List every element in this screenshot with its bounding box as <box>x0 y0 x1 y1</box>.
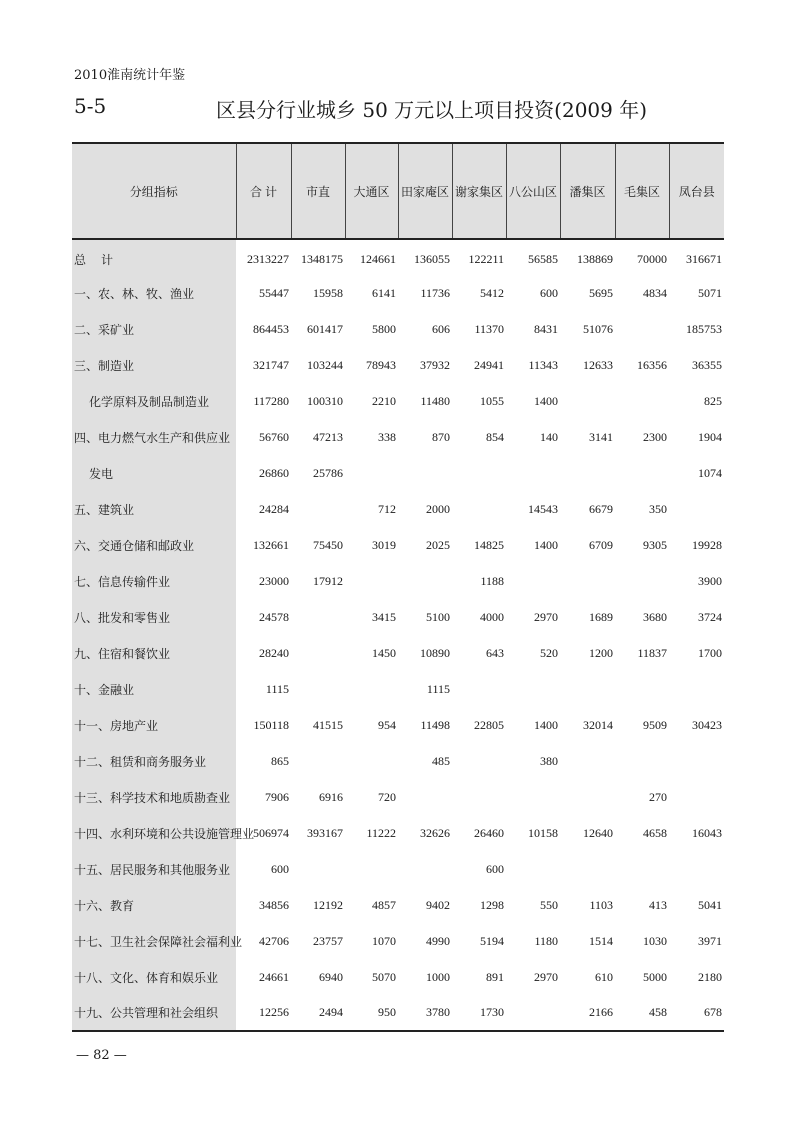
table-cell: 2313227 <box>247 252 289 266</box>
table-row <box>72 779 724 815</box>
table-cell: 11480 <box>420 393 450 408</box>
table-cell: 5041 <box>698 897 722 912</box>
table-cell <box>345 851 398 887</box>
table-cell: 1188 <box>480 573 504 588</box>
table-cell: 1400 <box>534 717 558 732</box>
table-cell <box>615 743 669 779</box>
table-cell: 23000 <box>259 573 289 588</box>
row-label: 一、农、林、牧、渔业 <box>72 275 236 311</box>
table-cell: 56760 <box>259 429 289 444</box>
table-cell <box>560 851 615 887</box>
table-cell: 11736 <box>420 285 450 300</box>
table-cell: 865 <box>271 753 289 768</box>
table-cell <box>345 563 398 599</box>
table-cell: 34856 <box>259 897 289 912</box>
table-cell: 380 <box>540 753 558 768</box>
table-cell: 5070 <box>372 969 396 984</box>
table-row <box>72 635 724 671</box>
table-row <box>72 923 724 959</box>
table-cell: 485 <box>432 753 450 768</box>
table-cell: 5194 <box>480 933 504 948</box>
table-cell: 316671 <box>686 252 722 266</box>
table-cell: 47213 <box>313 429 343 444</box>
table-cell: 25786 <box>313 465 343 480</box>
column-header: 谢家集区 <box>452 143 506 239</box>
table-row <box>72 239 724 275</box>
table-cell: 37932 <box>420 357 450 372</box>
table-cell: 12633 <box>583 357 613 372</box>
table-cell: 24941 <box>474 357 504 372</box>
table-cell: 136055 <box>414 252 450 266</box>
table-cell <box>506 455 560 491</box>
table-cell: 9305 <box>643 537 667 552</box>
table-cell: 1400 <box>534 393 558 408</box>
table-cell: 36355 <box>692 357 722 372</box>
table-cell: 14825 <box>474 537 504 552</box>
table-cell: 600 <box>540 285 558 300</box>
table-cell: 891 <box>486 969 504 984</box>
table-cell: 3780 <box>398 995 452 1031</box>
table-cell: 32626 <box>420 825 450 840</box>
table-cell: 1030 <box>643 933 667 948</box>
data-table <box>72 142 724 1032</box>
table-cell: 22805 <box>474 717 504 732</box>
table-cell: 75450 <box>313 537 343 552</box>
table-cell: 30423 <box>692 717 722 732</box>
table-cell: 6709 <box>589 537 613 552</box>
row-label: 十八、文化、体育和娱乐业 <box>72 959 236 995</box>
table-cell <box>345 455 398 491</box>
table-cell <box>452 779 506 815</box>
table-cell: 1514 <box>589 933 613 948</box>
table-cell <box>398 563 452 599</box>
table-cell <box>669 779 724 815</box>
table-cell: 350 <box>649 501 667 516</box>
table-cell: 2300 <box>643 429 667 444</box>
table-cell: 643 <box>486 645 504 660</box>
table-cell: 41515 <box>313 717 343 732</box>
table-cell: 4990 <box>426 933 450 948</box>
table-cell: 3019 <box>372 537 396 552</box>
table-cell <box>398 851 452 887</box>
table-cell: 338 <box>378 429 396 444</box>
table-cell <box>669 743 724 779</box>
table-cell <box>560 779 615 815</box>
table-cell: 8431 <box>534 321 558 336</box>
row-label: 五、建筑业 <box>72 491 236 527</box>
table-cell: 24661 <box>259 969 289 984</box>
table-cell: 825 <box>704 393 722 408</box>
table-cell: 601417 <box>307 321 343 336</box>
table-row <box>72 707 724 743</box>
table-cell <box>669 671 724 707</box>
row-label: 十九、公共管理和社会组织 <box>72 995 236 1031</box>
table-cell: 5100 <box>426 609 450 624</box>
table-cell: 550 <box>540 897 558 912</box>
table-cell: 23757 <box>313 933 343 948</box>
row-label: 总 计 <box>72 239 236 275</box>
table-cell: 1000 <box>426 969 450 984</box>
table-cell: 24284 <box>259 501 289 516</box>
table-row <box>72 383 724 419</box>
row-label: 八、批发和零售业 <box>72 599 236 635</box>
column-header-indicator: 分组指标 <box>72 143 236 239</box>
table-cell: 720 <box>378 789 396 804</box>
table-row <box>72 563 724 599</box>
row-label: 二、采矿业 <box>72 311 236 347</box>
table-cell: 5071 <box>698 285 722 300</box>
table-cell: 5800 <box>372 321 396 336</box>
row-label: 十三、科学技术和地质勘查业 <box>72 779 236 815</box>
table-cell: 413 <box>649 897 667 912</box>
table-cell: 2180 <box>698 969 722 984</box>
table-cell <box>291 491 345 527</box>
table-cell: 1904 <box>698 429 722 444</box>
table-cell <box>669 491 724 527</box>
table-cell <box>452 671 506 707</box>
column-header: 潘集区 <box>560 143 615 239</box>
table-cell: 2166 <box>560 995 615 1031</box>
table-cell: 4000 <box>480 609 504 624</box>
table-cell <box>506 851 560 887</box>
table-row <box>72 419 724 455</box>
table-cell: 1115 <box>265 681 289 696</box>
table-cell: 17912 <box>313 573 343 588</box>
table-cell: 12256 <box>236 995 291 1031</box>
table-cell: 5000 <box>643 969 667 984</box>
row-label: 十七、卫生社会保障社会福利业 <box>72 923 236 959</box>
table-cell: 6940 <box>319 969 343 984</box>
table-row <box>72 959 724 995</box>
table-cell: 1180 <box>534 933 558 948</box>
column-header: 市直 <box>291 143 345 239</box>
table-cell: 954 <box>378 717 396 732</box>
table-cell <box>615 383 669 419</box>
table-cell: 4658 <box>643 825 667 840</box>
row-label: 三、制造业 <box>72 347 236 383</box>
table-cell: 864453 <box>253 321 289 336</box>
table-cell <box>560 563 615 599</box>
table-cell: 1115 <box>426 681 450 696</box>
table-row <box>72 347 724 383</box>
table-cell: 28240 <box>259 645 289 660</box>
table-cell: 610 <box>595 969 613 984</box>
table-cell <box>615 563 669 599</box>
table-cell: 2970 <box>534 609 558 624</box>
table-cell <box>560 743 615 779</box>
table-cell: 51076 <box>583 321 613 336</box>
table-cell: 1730 <box>452 995 506 1031</box>
table-cell: 42706 <box>259 933 289 948</box>
table-cell <box>398 455 452 491</box>
table-cell <box>506 995 560 1031</box>
table-cell: 520 <box>540 645 558 660</box>
table-cell <box>291 743 345 779</box>
table-cell: 103244 <box>307 357 343 372</box>
table-row <box>72 671 724 707</box>
table-cell: 24578 <box>259 609 289 624</box>
table-cell: 2000 <box>426 501 450 516</box>
table-cell: 3415 <box>372 609 396 624</box>
table-cell: 16356 <box>637 357 667 372</box>
table-cell: 712 <box>378 501 396 516</box>
table-cell: 6916 <box>319 789 343 804</box>
column-header: 合 计 <box>236 143 291 239</box>
table-cell: 11837 <box>637 645 667 660</box>
table-cell <box>291 851 345 887</box>
table-cell: 140 <box>540 429 558 444</box>
table-cell: 393167 <box>307 825 343 840</box>
table-cell: 6679 <box>589 501 613 516</box>
table-cell: 3971 <box>698 933 722 948</box>
table-row <box>72 851 724 887</box>
running-head: 2010淮南统计年鉴 <box>74 68 186 83</box>
table-cell: 19928 <box>692 537 722 552</box>
table-cell: 56585 <box>528 252 558 266</box>
data-table-container <box>72 142 724 1032</box>
table-cell: 12192 <box>313 897 343 912</box>
table-row <box>72 527 724 563</box>
row-label: 十一、房地产业 <box>72 707 236 743</box>
table-cell <box>452 491 506 527</box>
table-cell: 2210 <box>372 393 396 408</box>
table-cell: 4857 <box>372 897 396 912</box>
table-cell: 870 <box>432 429 450 444</box>
table-row <box>72 743 724 779</box>
table-cell <box>291 599 345 635</box>
table-cell: 2494 <box>291 995 345 1031</box>
table-cell <box>560 671 615 707</box>
table-cell: 3724 <box>698 609 722 624</box>
table-cell: 1074 <box>698 465 722 480</box>
table-row <box>72 995 724 1031</box>
table-cell <box>615 851 669 887</box>
table-cell: 7906 <box>265 789 289 804</box>
table-cell: 26460 <box>474 825 504 840</box>
row-label: 发电 <box>72 455 236 491</box>
table-cell: 1200 <box>589 645 613 660</box>
table-cell: 600 <box>271 861 289 876</box>
page-number: — 82 — <box>76 1048 127 1063</box>
table-cell: 2025 <box>426 537 450 552</box>
table-cell: 10890 <box>420 645 450 660</box>
table-cell: 122211 <box>468 252 504 266</box>
table-cell <box>291 635 345 671</box>
table-cell <box>345 671 398 707</box>
table-cell: 70000 <box>637 252 667 266</box>
table-cell: 15958 <box>313 285 343 300</box>
table-title: 区县分行业城乡 50 万元以上项目投资(2009 年) <box>216 98 648 122</box>
table-cell: 11498 <box>420 717 450 732</box>
row-label: 六、交通仓储和邮政业 <box>72 527 236 563</box>
table-cell: 12640 <box>583 825 613 840</box>
table-cell: 506974 <box>253 825 289 840</box>
table-cell: 1700 <box>698 645 722 660</box>
table-cell: 4834 <box>643 285 667 300</box>
table-cell: 6141 <box>372 285 396 300</box>
column-header: 大通区 <box>345 143 398 239</box>
table-cell <box>669 851 724 887</box>
table-row <box>72 455 724 491</box>
table-cell <box>615 455 669 491</box>
table-cell: 458 <box>615 995 669 1031</box>
table-header-row <box>72 143 724 239</box>
table-row <box>72 491 724 527</box>
table-cell: 950 <box>345 995 398 1031</box>
table-cell: 11370 <box>474 321 504 336</box>
table-cell <box>506 779 560 815</box>
table-cell: 321747 <box>253 357 289 372</box>
table-cell: 5412 <box>480 285 504 300</box>
table-cell: 1400 <box>534 537 558 552</box>
row-label: 十四、水利环境和公共设施管理业 <box>72 815 236 851</box>
table-cell <box>506 563 560 599</box>
table-cell: 3900 <box>698 573 722 588</box>
table-number: 5-5 <box>74 94 107 118</box>
table-cell: 3141 <box>589 429 613 444</box>
table-row <box>72 311 724 347</box>
table-cell: 26860 <box>259 465 289 480</box>
table-cell: 9509 <box>643 717 667 732</box>
table-cell <box>615 671 669 707</box>
table-cell: 3680 <box>643 609 667 624</box>
table-cell: 1689 <box>589 609 613 624</box>
table-cell: 2970 <box>534 969 558 984</box>
row-label: 四、电力燃气水生产和供应业 <box>72 419 236 455</box>
table-cell: 117280 <box>253 393 289 408</box>
table-cell: 1055 <box>480 393 504 408</box>
column-header: 毛集区 <box>615 143 669 239</box>
table-cell: 600 <box>486 861 504 876</box>
row-label: 十、金融业 <box>72 671 236 707</box>
table-row <box>72 887 724 923</box>
table-cell: 1298 <box>480 897 504 912</box>
table-cell <box>452 743 506 779</box>
column-header: 八公山区 <box>506 143 560 239</box>
table-cell: 1348175 <box>301 252 343 266</box>
table-cell: 11222 <box>366 825 396 840</box>
table-cell <box>345 743 398 779</box>
table-cell: 16043 <box>692 825 722 840</box>
table-cell: 270 <box>649 789 667 804</box>
table-cell: 854 <box>486 429 504 444</box>
table-cell: 1450 <box>372 645 396 660</box>
column-header: 凤台县 <box>669 143 724 239</box>
row-label: 七、信息传输件业 <box>72 563 236 599</box>
table-cell: 132661 <box>253 537 289 552</box>
table-cell: 1103 <box>589 897 613 912</box>
table-cell <box>452 455 506 491</box>
table-cell: 78943 <box>366 357 396 372</box>
table-cell <box>291 671 345 707</box>
table-cell <box>506 671 560 707</box>
column-header: 田家庵区 <box>398 143 452 239</box>
table-cell: 11343 <box>528 357 558 372</box>
table-cell <box>560 383 615 419</box>
row-label: 十六、教育 <box>72 887 236 923</box>
table-cell: 100310 <box>307 393 343 408</box>
row-label: 十二、租赁和商务服务业 <box>72 743 236 779</box>
table-row <box>72 815 724 851</box>
table-cell: 55447 <box>259 285 289 300</box>
table-body <box>72 239 724 1031</box>
table-cell: 14543 <box>528 501 558 516</box>
table-cell: 185753 <box>686 321 722 336</box>
table-row <box>72 275 724 311</box>
table-cell: 1070 <box>372 933 396 948</box>
table-cell: 32014 <box>583 717 613 732</box>
row-label: 十五、居民服务和其他服务业 <box>72 851 236 887</box>
table-cell: 678 <box>669 995 724 1031</box>
table-cell: 606 <box>432 321 450 336</box>
table-cell: 124661 <box>360 252 396 266</box>
row-label: 九、住宿和餐饮业 <box>72 635 236 671</box>
row-label: 化学原料及制品制造业 <box>72 383 236 419</box>
table-cell: 5695 <box>589 285 613 300</box>
table-cell: 10158 <box>528 825 558 840</box>
table-cell: 9402 <box>426 897 450 912</box>
table-cell <box>398 779 452 815</box>
table-cell <box>560 455 615 491</box>
table-cell <box>615 311 669 347</box>
table-cell: 150118 <box>253 717 289 732</box>
table-row <box>72 599 724 635</box>
table-cell: 138869 <box>577 252 613 266</box>
